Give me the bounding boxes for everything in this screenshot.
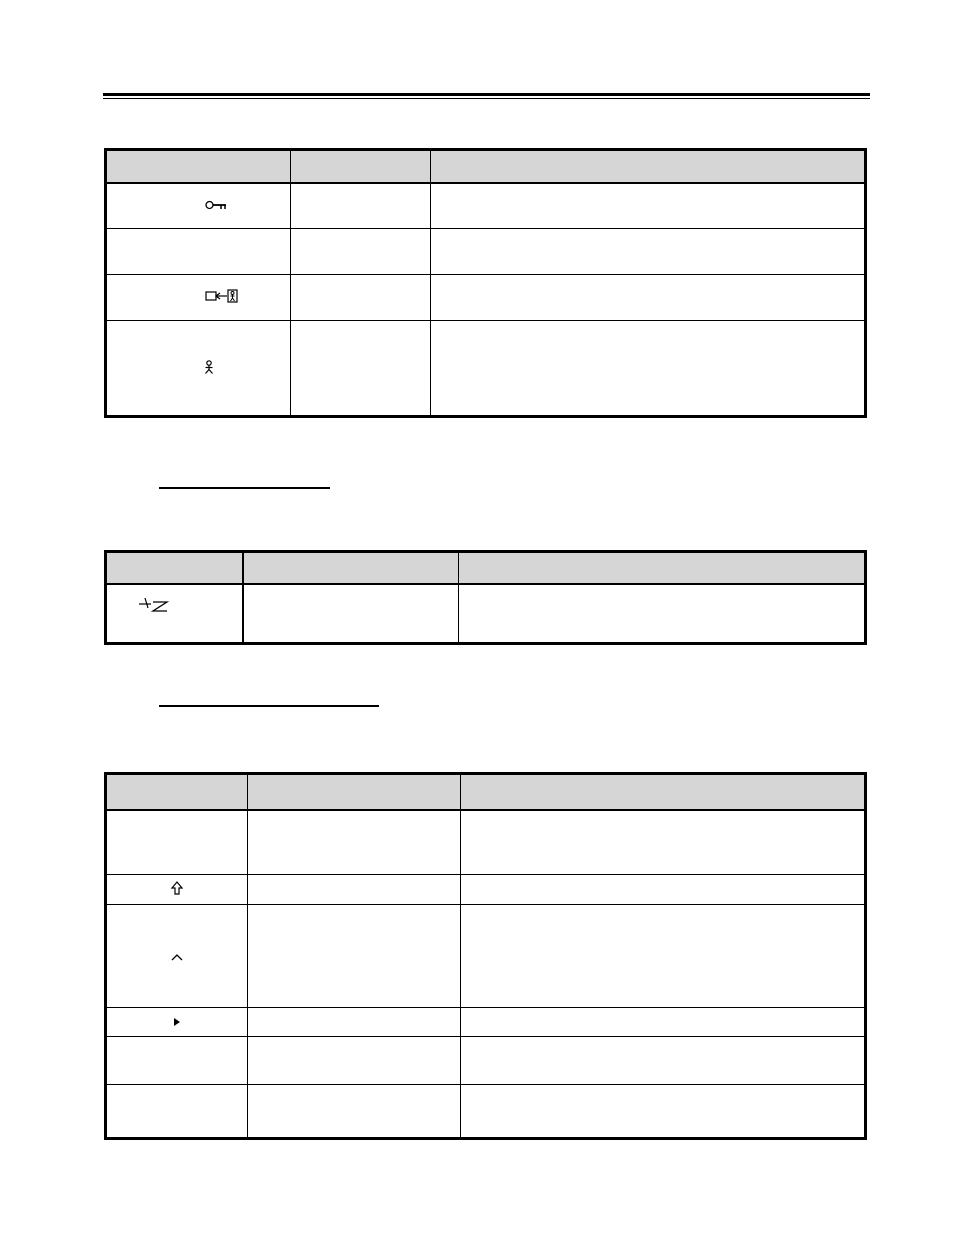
table-cell [106, 1084, 248, 1138]
table-cell [106, 183, 291, 229]
table-1-header-row [106, 150, 866, 183]
table-cell [248, 875, 461, 905]
table-cell [431, 321, 866, 417]
table-3-header-cell [248, 774, 461, 810]
table-cell [291, 229, 431, 275]
table-cell [461, 1084, 866, 1138]
shift-arrow-icon [171, 881, 183, 898]
table-cell [106, 584, 243, 644]
table-cell [461, 810, 866, 875]
table-cell [431, 275, 866, 321]
table-row [106, 321, 866, 417]
table-3-header-cell [106, 774, 248, 810]
table-1-header-cell [106, 150, 291, 183]
top-rule-thick [103, 93, 870, 96]
table-cell [248, 905, 461, 1007]
caret-icon [171, 949, 183, 964]
table-cell [106, 905, 248, 1007]
table-1 [104, 148, 867, 418]
table-cell [106, 1036, 248, 1084]
transfer-to-person-icon [205, 289, 239, 306]
table-cell [243, 584, 459, 644]
table-row [106, 584, 866, 644]
table-cell [248, 1084, 461, 1138]
table-row [106, 1007, 866, 1036]
table-cell [106, 229, 291, 275]
top-rule-thin [103, 98, 870, 99]
table-3-header-row [106, 774, 866, 810]
table-2 [104, 550, 867, 645]
table-cell [431, 183, 866, 229]
table-1-header-cell [291, 150, 431, 183]
table-cell [461, 1036, 866, 1084]
table-row [106, 875, 866, 905]
key-icon [205, 199, 227, 214]
table-1-header-cell [431, 150, 866, 183]
table-cell [431, 229, 866, 275]
table-cell [106, 275, 291, 321]
table-row [106, 1084, 866, 1138]
table-cell [291, 321, 431, 417]
table-2-header-row [106, 552, 866, 584]
table-row [106, 275, 866, 321]
line-jump-icon [139, 597, 169, 616]
table-row [106, 1036, 866, 1084]
section-heading-underline [159, 705, 379, 707]
table-row [106, 810, 866, 875]
table-3 [104, 772, 867, 1140]
table-2-header-cell [243, 552, 459, 584]
table-cell [106, 321, 291, 417]
table-cell [461, 875, 866, 905]
table-cell [291, 275, 431, 321]
table-cell [106, 875, 248, 905]
table-cell [248, 810, 461, 875]
table-2-header-cell [106, 552, 243, 584]
play-triangle-icon [173, 1015, 181, 1030]
table-cell [461, 905, 866, 1007]
table-row [106, 905, 866, 1007]
table-cell [106, 810, 248, 875]
table-cell [248, 1007, 461, 1036]
person-icon [204, 360, 214, 377]
section-heading-underline [159, 487, 330, 489]
table-cell [248, 1036, 461, 1084]
table-3-header-cell [461, 774, 866, 810]
table-row [106, 183, 866, 229]
table-cell [106, 1007, 248, 1036]
table-cell [291, 183, 431, 229]
table-2-header-cell [459, 552, 866, 584]
table-row [106, 229, 866, 275]
table-cell [459, 584, 866, 644]
table-cell [461, 1007, 866, 1036]
